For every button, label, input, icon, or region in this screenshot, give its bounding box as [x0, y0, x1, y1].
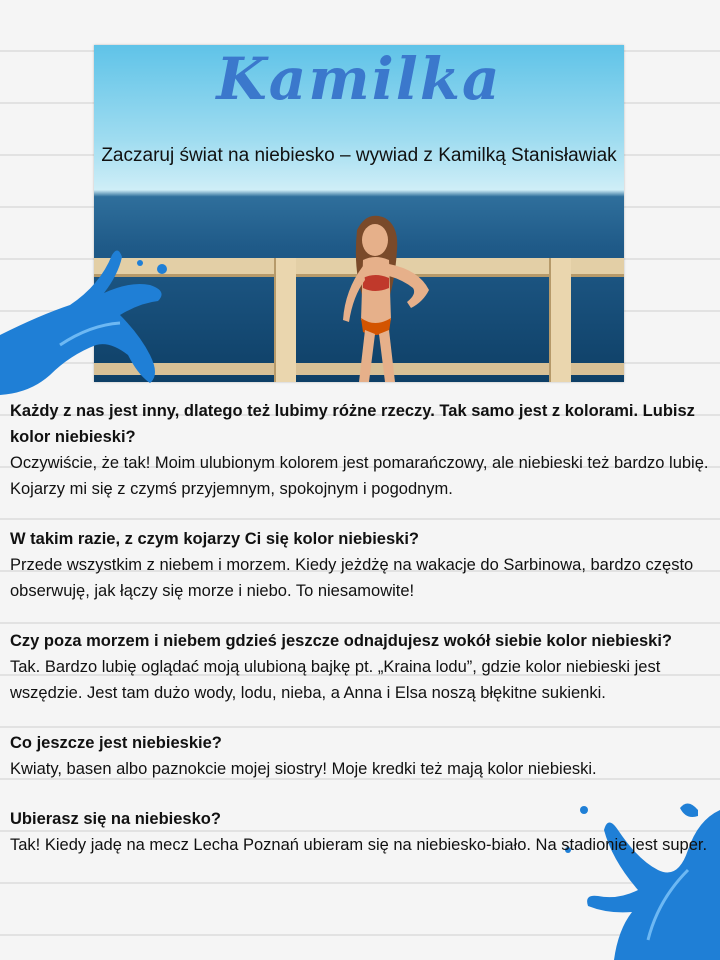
interview-answer: Przede wszystkim z niebem i morzem. Kiedy jeżdżę na wakacje do Sarbinowa, bardzo często obserwuję, jak łączy się morze i niebo. To niesamowite!: [10, 556, 694, 600]
girl-figure: [319, 210, 439, 382]
railing-post: [274, 258, 296, 382]
interview-answer: Tak. Bardzo lubię oglądać moją ulubioną bajkę pt. „Kraina lodu”, gdzie kolor niebieski jest wszędzie. Jest tam dużo wody, lodu, nieba, a Anna i Elsa noszą błękitne sukienki.: [10, 658, 661, 702]
interview-question: Co jeszcze jest niebieskie?: [10, 734, 222, 752]
interview-answer: Kwiaty, basen albo paznokcie mojej siostry! Moje kredki też mają kolor niebieski.: [10, 760, 597, 778]
railing-post: [549, 258, 571, 382]
interview-item: [10, 628, 716, 706]
interview-question: Każdy z nas jest inny, dlatego też lubimy różne rzeczy. Tak samo jest z kolorami. Lubisz kolor niebieski?: [10, 402, 695, 446]
paint-splash-left: [0, 245, 175, 395]
page-subtitle: Zaczaruj świat na niebiesko – wywiad z Kamilką Stanisławiak: [101, 145, 617, 166]
interview-question: Ubierasz się na niebiesko?: [10, 810, 221, 828]
interview-question: Czy poza morzem i niebem gdzieś jeszcze odnajdujesz wokół siebie kolor niebieski?: [10, 632, 673, 650]
interview-answer: Oczywiście, że tak! Moim ulubionym kolorem jest pomarańczowy, ale niebieski też bardzo lubię. Kojarzy mi się z czymś przyjemnym, spokojnym i pogodnym.: [10, 454, 709, 498]
interview-item: [10, 730, 716, 782]
page-title: Kamilka: [216, 45, 502, 113]
interview-body: [10, 398, 716, 882]
interview-question: W takim razie, z czym kojarzy Ci się kolor niebieski?: [10, 530, 419, 548]
interview-item: [10, 526, 716, 604]
interview-answer: Tak! Kiedy jadę na mecz Lecha Poznań ubieram się na niebiesko-biało. Na stadionie jest super.: [10, 836, 708, 854]
interview-item: [10, 806, 716, 858]
interview-item: [10, 398, 716, 502]
